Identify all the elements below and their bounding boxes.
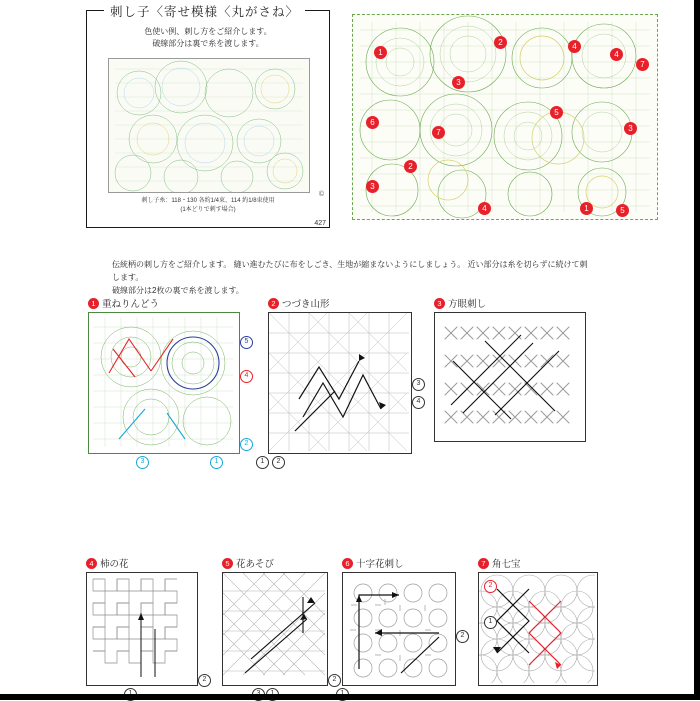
step-1-callout-1[interactable]: 1 <box>210 456 223 469</box>
step-4-callout-2[interactable]: 2 <box>198 674 211 687</box>
step-1-callout-4[interactable]: 4 <box>240 370 253 383</box>
step-7-pattern <box>479 573 595 683</box>
diagram-marker-4c[interactable]: 4 <box>478 202 491 215</box>
step-6-number: 6 <box>342 558 353 569</box>
step-5-callout-2[interactable]: 2 <box>328 674 341 687</box>
diagram-marker-7[interactable]: 7 <box>432 126 445 139</box>
step-6-callout-2[interactable]: 2 <box>456 630 469 643</box>
step-6-pattern <box>343 573 453 683</box>
step-2-callout-4[interactable]: 4 <box>412 396 425 409</box>
description-line-2: 破線部分は裏で糸を渡します。 <box>152 38 264 48</box>
step-2-pattern <box>269 313 409 451</box>
photo-caption <box>86 197 330 214</box>
step-5-pattern <box>223 573 325 683</box>
step-7-label: 角七宝 <box>492 559 521 570</box>
step-7-callout-2[interactable]: 2 <box>484 580 497 593</box>
step-1-figure <box>88 312 240 454</box>
step-2-callout-2[interactable]: 2 <box>272 456 285 469</box>
diagram-marker-2b[interactable]: 2 <box>404 160 417 173</box>
step-4-label: 柿の花 <box>100 559 129 570</box>
step-3-pattern <box>435 313 583 439</box>
step-2-title <box>268 296 330 310</box>
step-4-number: 4 <box>86 558 97 569</box>
panel-title-wrap <box>104 2 305 20</box>
photo-pattern <box>109 59 309 192</box>
diagram-marker-3c[interactable]: 3 <box>366 180 379 193</box>
step-2-callout-3[interactable]: 3 <box>412 378 425 391</box>
step-5-number: 5 <box>222 558 233 569</box>
page-number: 427 <box>314 220 326 227</box>
step-1-pattern <box>89 313 237 451</box>
step-7-callout-1[interactable]: 1 <box>484 616 497 629</box>
diagram-marker-1b[interactable]: 1 <box>580 202 593 215</box>
caption-line-1: 刺し子糸：118・130 各約1/4束、114 約1/8束使用 <box>141 198 275 205</box>
step-2-number: 2 <box>268 298 279 309</box>
page-bottom-edge <box>0 694 700 700</box>
step-1-title <box>88 296 159 310</box>
step-6-title <box>342 556 404 570</box>
step-3-number: 3 <box>434 298 445 309</box>
step-1-callout-3[interactable]: 3 <box>136 456 149 469</box>
instruction-text <box>112 258 592 298</box>
diagram-marker-4[interactable]: 4 <box>568 40 581 53</box>
top-right-diagram <box>352 14 658 220</box>
panel-description <box>86 26 330 49</box>
step-6-label: 十字花刺し <box>356 559 404 570</box>
diagram-marker-4b[interactable]: 4 <box>610 48 623 61</box>
page-right-edge <box>694 0 700 700</box>
copyright-mark: © <box>318 191 324 198</box>
description-line-1: 色使い例、刺し方をご紹介します。 <box>144 27 272 36</box>
diagram-marker-3b[interactable]: 3 <box>624 122 637 135</box>
step-4-figure <box>86 572 198 686</box>
step-6-figure <box>342 572 456 686</box>
step-1-callout-2[interactable]: 2 <box>240 438 253 451</box>
sample-photo <box>108 58 310 193</box>
diagram-marker-5[interactable]: 5 <box>550 106 563 119</box>
page-title: 刺し子〈寄せ模様〈丸がさね〉 <box>110 5 300 19</box>
diagram-marker-1[interactable]: 1 <box>374 46 387 59</box>
step-2-callout-1[interactable]: 1 <box>256 456 269 469</box>
diagram-marker-7b[interactable]: 7 <box>636 58 649 71</box>
step-2-figure <box>268 312 412 454</box>
diagram-marker-6[interactable]: 6 <box>366 116 379 129</box>
step-4-title <box>86 556 129 570</box>
step-5-label: 花あそび <box>236 559 275 570</box>
diagram-marker-5b[interactable]: 5 <box>616 204 629 217</box>
step-1-callout-5[interactable]: 5 <box>240 336 253 349</box>
step-3-label: 方眼刺し <box>448 299 487 310</box>
step-7-number: 7 <box>478 558 489 569</box>
step-2-label: つづき山形 <box>282 299 330 310</box>
top-left-panel <box>86 5 330 228</box>
instruction-line-1: 伝統柄の刺し方をご紹介します。 縫い進むたびに布をしごき、生地が縮まないようにしましょう。 近い部分は糸を切らずに続けて刺します。 <box>112 260 588 283</box>
step-3-title <box>434 296 486 310</box>
step-4-pattern <box>87 573 195 683</box>
step-3-figure <box>434 312 586 442</box>
step-1-number: 1 <box>88 298 99 309</box>
step-5-title <box>222 556 274 570</box>
step-1-label: 重ねりんどう <box>102 299 160 310</box>
step-5-figure <box>222 572 328 686</box>
diagram-marker-2[interactable]: 2 <box>494 36 507 49</box>
caption-line-2: (1本どりで刺す場合) <box>180 206 236 213</box>
step-7-title <box>478 556 521 570</box>
diagram-marker-3[interactable]: 3 <box>452 76 465 89</box>
instruction-line-2: 破線部分は2枚の裏で糸を渡します。 <box>112 286 244 296</box>
